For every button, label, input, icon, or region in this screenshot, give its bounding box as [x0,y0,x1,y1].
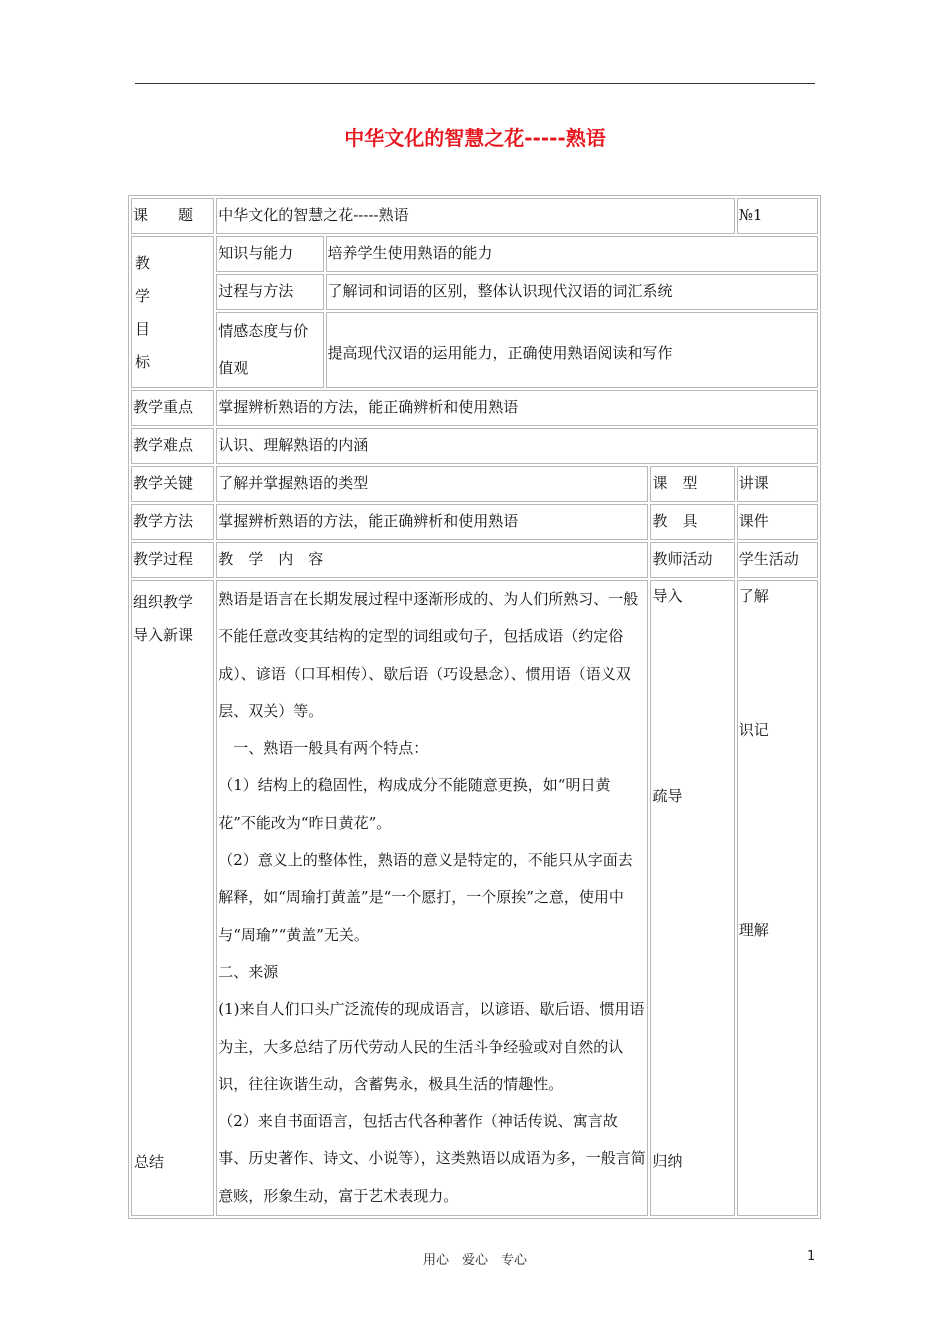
header-rule [135,83,815,84]
method-value: 掌握辨析熟语的方法，能正确辨析和使用熟语 [216,504,648,540]
process-row [131,580,818,1216]
process-content [216,580,648,1216]
lesson-plan-table [128,195,821,1219]
topic-value: 中华文化的智慧之花-----熟语 [216,198,734,234]
goal-value: 培养学生使用熟语的能力 [326,236,818,272]
key-row [131,466,818,502]
key-point-row [131,390,818,426]
tool-value: 课件 [737,504,818,540]
goal-value: 了解词和词语的区别，整体认识现代汉语的词汇系统 [326,274,818,310]
difficulty-label: 教学难点 [131,428,214,464]
tool-label: 教 具 [650,504,734,540]
teacher-activity-label: 教师活动 [650,542,734,578]
student-activities [737,580,818,1216]
paragraph: 二、来源 [218,962,279,981]
goal-row-attitude [131,312,818,388]
page-footer: 用心 爱心 专心 [422,1253,527,1268]
goal-row-process [131,274,818,310]
paragraph: 熟语是语言在长期发展过程中逐渐形成的、为人们所熟习、一般不能任意改变其结构的定型的词组或句子，包括成语（约定俗成）、谚语（口耳相传）、歇后语（巧设悬念）、惯用语（语义双层、双关）等。 [218,590,639,720]
student-activity: 理解 [738,921,769,939]
paragraph: 一、熟语一般具有两个特点： [233,739,429,758]
paragraph: （2）来自书面语言，包括古代各种著作（神话传说、寓言故事、历史著作、诗文、小说等），这类熟语以成语为多，一般言简意赅，形象生动，富于艺术表现力。 [218,1112,646,1205]
paragraph: (1)来自人们口头广泛流传的现成语言，以谚语、歇后语、惯用语为主，大多总结了历代劳动人民的生活斗争经验或对自然的认识，往往诙谐生动，含蓄隽永，极具生活的情趣性。 [218,1000,645,1093]
key-point-value: 掌握辨析熟语的方法，能正确辨析和使用熟语 [216,390,818,426]
process-stage [131,580,214,1216]
goal-label: 知识与能力 [216,236,323,272]
goal-label: 过程与方法 [216,274,323,310]
goal-value: 提高现代汉语的运用能力，正确使用熟语阅读和写作 [326,312,818,388]
process-content-label: 教 学 内 容 [216,542,648,578]
goals-label: 教 学 目 标 [131,236,214,388]
process-header-row [131,542,818,578]
goal-label: 情感态度与价值观 [216,312,323,388]
student-activity: 了解 [738,587,769,605]
topic-label: 课 题 [131,198,214,234]
page-title: 中华文化的智慧之花-----熟语 [344,126,606,150]
method-label: 教学方法 [131,504,214,540]
topic-row [131,198,818,234]
page-number: 1 [807,1249,816,1264]
stage-intro: 组织教学导入新课 [133,593,194,644]
lesson-type-value: 讲课 [737,466,818,502]
key-point-label: 教学重点 [131,390,214,426]
teacher-activity: 归纳 [652,1152,683,1170]
goal-row-knowledge [131,236,818,272]
teacher-activity: 疏导 [652,787,683,805]
paragraph: （2）意义上的整体性，熟语的意义是特定的，不能只从字面去解释，如“周瑜打黄盖”是“一个愿打，一个原挨”之意，使用中与“周瑜”“黄盖”无关。 [218,851,633,944]
key-value: 了解并掌握熟语的类型 [216,466,648,502]
student-activity-label: 学生活动 [737,542,818,578]
difficulty-row [131,428,818,464]
key-label: 教学关键 [131,466,214,502]
teacher-activities [650,580,734,1216]
teacher-activity: 导入 [652,587,683,605]
difficulty-value: 认识、理解熟语的内涵 [216,428,818,464]
paragraph: （1）结构上的稳固性，构成成分不能随意更换，如“明日黄花”不能改为“昨日黄花”。 [218,776,611,832]
student-activity: 识记 [738,721,769,739]
lesson-type-label: 课 型 [650,466,734,502]
stage-summary: 总结 [134,1153,165,1171]
lesson-number: №1 [737,198,818,234]
method-row [131,504,818,540]
process-label: 教学过程 [131,542,214,578]
